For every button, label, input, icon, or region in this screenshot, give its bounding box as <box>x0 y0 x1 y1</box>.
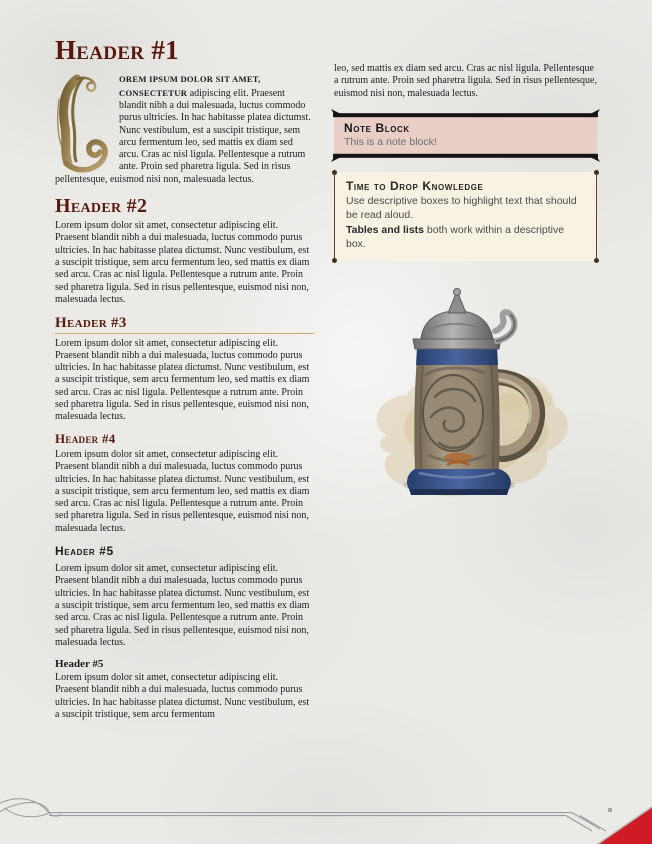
descriptive-box-line2 <box>346 223 585 252</box>
descriptive-box-line2-rest: both work within a descriptive box. <box>346 223 565 251</box>
intro-lead-smallcaps: OREM IPSUM DOLOR SIT AMET, CONSECTETUR <box>119 74 261 98</box>
note-block-top-ribbon <box>331 109 600 118</box>
note-block-bottom-ribbon <box>331 153 600 162</box>
note-block <box>334 114 597 157</box>
corner-dot-icon <box>332 170 337 175</box>
heading-5: Header #5 <box>55 544 114 559</box>
heading-2: Header #2 <box>55 195 148 218</box>
section-3-paragraph: Lorem ipsum dolor sit amet, consectetur adipiscing elit. Praesent blandit nibh a dui malesuada, luctus commodo purus ultricies. In hac habitasse platea dictumst. Nunc vestibulum, est a suscipit tristique, sem arcu fermentum leo, sed mattis ex diam sed arcu. Cras ac nisl ligula. Pellentesque a rutrum ante. Proin sed pharetra ligula. Sed in risus pellentesque, euismod nisi non, malesuada lectus. <box>55 337 310 423</box>
heading-3: Header #3 <box>55 315 314 334</box>
left-column <box>55 36 314 721</box>
drop-cap-letter-L-icon <box>55 75 112 175</box>
corner-dot-icon <box>594 170 599 175</box>
heading-4: Header #4 <box>55 430 116 446</box>
descriptive-box-title: Time to Drop Knowledge <box>346 178 484 193</box>
note-block-title: Note Block <box>344 120 410 135</box>
descriptive-box <box>334 172 597 261</box>
corner-dot-icon <box>594 258 599 263</box>
descriptive-box-line2-bold: Tables and lists <box>346 223 424 236</box>
heading-6: Header #5 <box>55 658 104 671</box>
intro-body-text: adipiscing elit. Praesent blandit nibh a dui malesuada, luctus commodo purus ultricies. In hac habitasse platea dictumst. Nunc vestibulum, est a suscipit tristique, sem arcu fermentum leo, sed mattis ex diam sed arcu. Cras ac nisl ligula. Pellentesque a rutrum ante. Proin sed pharetra ligula. Sed in risus pellentesque, euismod nisi non, malesuada lectus. <box>55 87 311 185</box>
corner-dot-icon <box>332 258 337 263</box>
beer-stein-illustration <box>347 285 585 513</box>
section-6-paragraph: Lorem ipsum dolor sit amet, consectetur adipiscing elit. Praesent blandit nibh a dui malesuada, luctus commodo purus ultricies. In hac habitasse platea dictumst. Nunc vestibulum, est a suscipit tristique, sem arcu fermentum <box>55 672 310 721</box>
heading-1: Header #1 <box>55 35 179 65</box>
section-5-paragraph: Lorem ipsum dolor sit amet, consectetur adipiscing elit. Praesent blandit nibh a dui malesuada, luctus commodo purus ultricies. In hac habitasse platea dictumst. Nunc vestibulum, est a suscipit tristique, sem arcu fermentum leo, sed mattis ex diam sed arcu. Cras ac nisl ligula. Pellentesque a rutrum ante. Proin sed pharetra ligula. Sed in risus pellentesque, euismod nisi non, malesuada lectus. <box>55 563 310 648</box>
note-block-body: This is a note block! <box>344 135 437 148</box>
drop-cap <box>55 75 112 162</box>
descriptive-box-line1: Use descriptive boxes to highlight text that should be read aloud. <box>346 194 577 222</box>
section-2-paragraph: Lorem ipsum dolor sit amet, consectetur adipiscing elit. Praesent blandit nibh a dui malesuada, luctus commodo purus ultricies. In hac habitasse platea dictumst. Nunc vestibulum, est a suscipit tristique, sem arcu fermentum leo, sed mattis ex diam sed arcu. Cras ac nisl ligula. Pellentesque a rutrum ante. Proin sed pharetra ligula. Sed in risus pellentesque, euismod nisi non, malesuada lectus. <box>55 220 310 305</box>
illustration-container <box>334 285 597 513</box>
right-column <box>334 63 597 513</box>
continuation-paragraph: leo, sed mattis ex diam sed arcu. Cras ac nisl ligula. Pellentesque a rutrum ante. Proin sed pharetra ligula. Sed in risus pellentesque, euismod nisi non, malesuada lectus. <box>334 63 597 99</box>
intro-paragraph <box>55 73 314 186</box>
footer-flourish <box>0 788 652 844</box>
section-4-paragraph: Lorem ipsum dolor sit amet, consectetur adipiscing elit. Praesent blandit nibh a dui malesuada, luctus commodo purus ultricies. In hac habitasse platea dictumst. Nunc vestibulum, est a suscipit tristique, sem arcu fermentum leo, sed mattis ex diam sed arcu. Cras ac nisl ligula. Pellentesque a rutrum ante. Proin sed pharetra ligula. Sed in risus pellentesque, euismod nisi non, malesuada lectus. <box>55 448 310 534</box>
